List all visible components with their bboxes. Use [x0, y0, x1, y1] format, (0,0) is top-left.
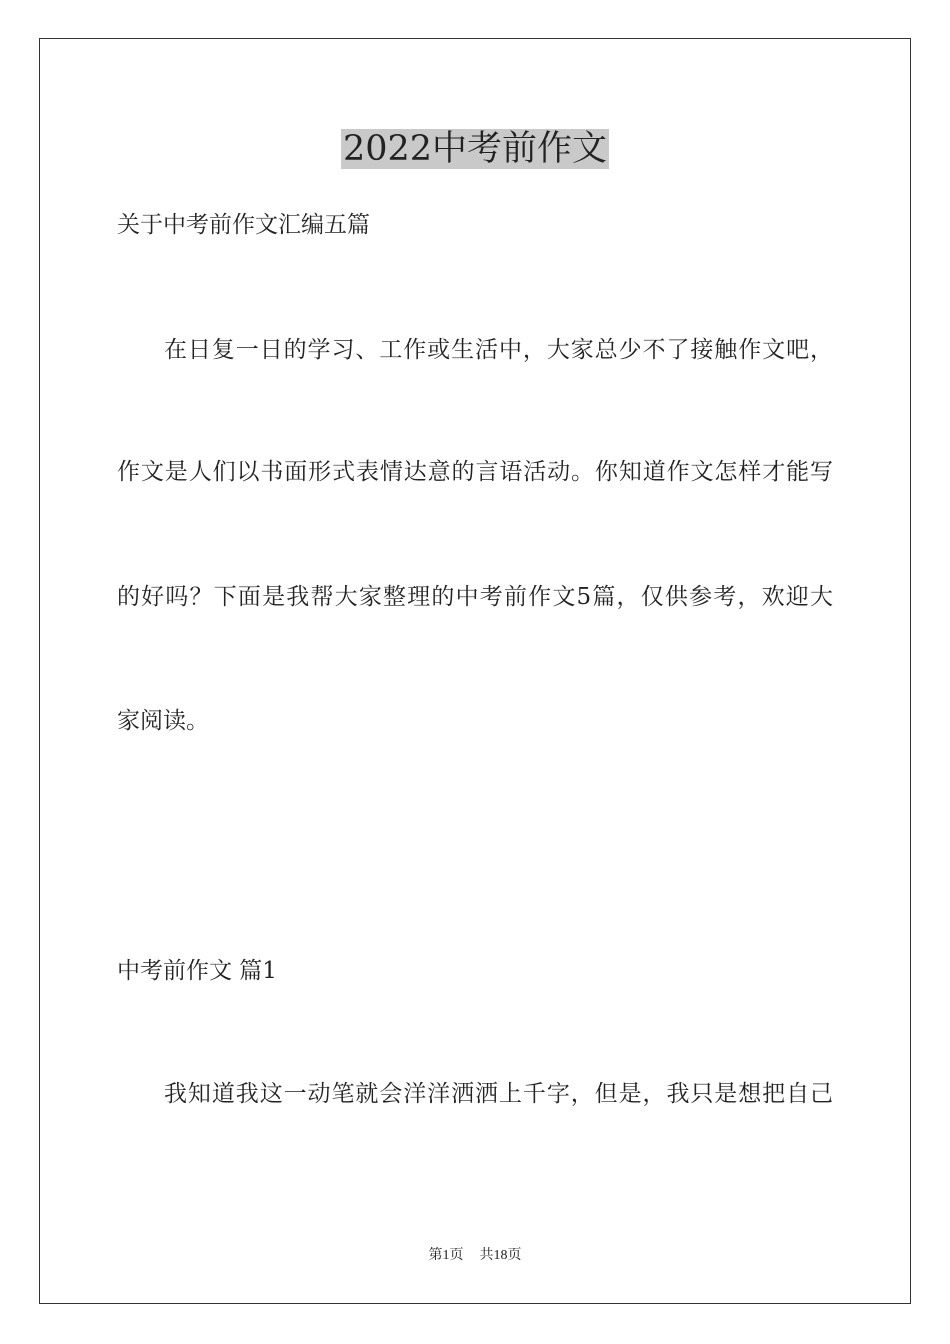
page-footer — [0, 1246, 950, 1266]
section-heading: 中考前作文 篇1 — [117, 958, 277, 984]
document-subtitle: 关于中考前作文汇编五篇 — [117, 212, 370, 238]
section-first-line: 我知道我这一动笔就会洋洋洒洒上千字，但是，我只是想把自己 — [164, 1081, 833, 1107]
page-total: 共18页 — [479, 1248, 522, 1263]
intro-line-2: 作文是人们以书面形式表情达意的言语活动。你知道作文怎样才能写 — [117, 459, 833, 485]
intro-line-4: 家阅读。 — [117, 708, 209, 734]
document-title — [0, 126, 950, 172]
intro-line-3: 的好吗？下面是我帮大家整理的中考前作文5篇，仅供参考，欢迎大 — [117, 584, 833, 610]
intro-line-1: 在日复一日的学习、工作或生活中，大家总少不了接触作文吧， — [164, 337, 833, 363]
document-title-text: 2022中考前作文 — [342, 129, 608, 169]
page-number: 第1页 — [428, 1248, 464, 1263]
